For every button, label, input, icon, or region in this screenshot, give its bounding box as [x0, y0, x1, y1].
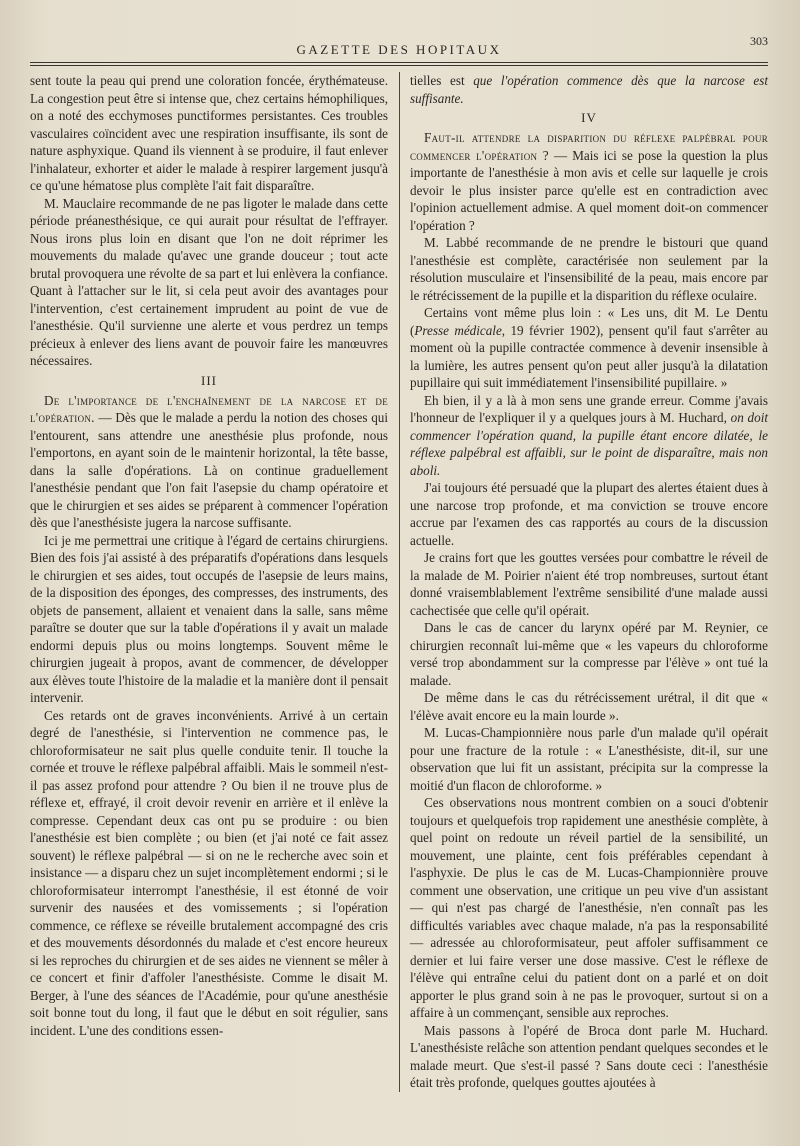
citation-title: Presse médicale: [414, 322, 502, 338]
paragraph-text: Certains vont même plus loin : « Les uns, dit M. Le Dentu (: [410, 305, 768, 338]
header-rule: [30, 62, 768, 66]
paragraph: M. Mauclaire recommande de ne pas ligoter le malade dans cette période préanesthésique, ce qui aurait pour résultat de l'effrayer. Nous irons plus loin en disant que l'on ne doit réprimer les mouvements du malade qu'avec une grande douceur ; tout acte brutal provoquera une révolte de sa part et lui enlèvera la confiance. Quant à l'attacher sur le lit, si cela peut avoir des avantages pour l'intervention, c'est certainement imprudent au point de vue de l'anesthésie. Qu'il survienne une alerte et vous perdrez un temps précieux à enlever des liens avant de pouvoir faire les manœuvres nécessaires.: [30, 195, 388, 368]
paragraph: J'ai toujours été persuadé que la plupart des alertes étaient dues à une narcose trop profonde, et ma conviction se trouve encore accrue par l'examen des cas rapportés au cours de la discussion actuelle.: [410, 480, 768, 548]
section-number: IV: [581, 110, 597, 125]
paragraph-text: — Mais ici se pose la question la plus importante de l'anesthésie à mon avis et celle sur laquelle je crois devoir le plus insister parce qu'elle est en contradiction avec l'opinion actuellement admise. A quel moment doit-on commencer l'opération ?: [410, 147, 768, 233]
paragraph-text: tielles est: [410, 73, 474, 88]
paragraph: M. Labbé recommande de ne prendre le bistouri que quand l'anesthésie est complète, caractérisée non seulement par la résolution musculaire et l'insensibilité de la peau, mais encore par le rétrécissement de la pupille et la disparition du réflexe oculaire.: [410, 235, 768, 303]
paragraph: Ces observations nous montrent combien on a souci d'obtenir toujours et quelquefois trop rapidement une anesthésie complète, à quel point on redoute un réveil partiel de la sensibilité, un mouvement, une plainte, cent fois préférables cependant à l'asphyxie. De plus le cas de M. Lucas-Championnière prouve comment une observation, une critique un peu vive d'un assistant — qui n'est pas chargé de l'anesthésie, n'en connaît pas les difficultés variables avec chaque malade, n'a pas la responsabilité — adressée au chloroformisateur, peut affoler suffisamment ce dernier et lui faire verser une dose massive. C'est le réflexe de l'élève qui entraîne celui du patient dont on a parlé et on doit apporter le plus grand soin à ne pas le provoquer, surtout si on a affaire à un commençant, sensible aux reproches.: [410, 795, 768, 1020]
paragraph: Dans le cas de cancer du larynx opéré par M. Reynier, ce chirurgien reconnaît lui-même que « les vapeurs du chloroforme versé trop abondamment sur la compresse par l'élève » ont tué la malade.: [410, 620, 768, 688]
page-header: [30, 30, 768, 60]
paragraph: M. Lucas-Championnière nous parle d'un malade qu'il opérait pour une fracture de la rotule : « L'anesthésiste, dit-il, sur une observation que lui fit un assistant, précipita sur la compresse la moitié d'un flacon de chloroforme. »: [410, 725, 768, 793]
paragraph: [410, 304, 768, 392]
paragraph: [30, 392, 388, 532]
paragraph: Ces retards ont de graves inconvénients. Arrivé à un certain degré de l'anesthésie, si l'intervention ne commence pas, le chloroformisateur ne sait plus quelle conduite tenir. Il touche la cornée et trouve le réflexe palpébral affaibli. Mais le sommeil n'est-il pas assez profond pour attendre ? Ou bien il ne trouve plus de réflexe et, effrayé, il croit devoir revenir en arrière et il enlève la compresse. Cependant deux cas ont pu se produire : ou bien l'anesthésie est bien complète ; ou bien (et j'ai noté ce fait assez souvent) le réflexe palpébral — si on ne le recherche avec soin et insistance — a disparu chez un sujet incomplètement endormi ; si le chloroformisateur interrompt l'anesthésie, il est étonné de voir survenir des nausées et des vomissements ; si l'opération commence, ce réflexe se réveille brutalement accompagné des cris et des mouvements désordonnés du malade et c'est encore heureux si les reproches du chirurgien et de ses aides ne viennent se mêler à ce concert et finir d'affoler l'anesthésiste. Comme le disait M. Berger, à l'une des séances de l'Académie, pour qu'une anesthésie soit bonne tout du long, il faut que le début en soit régulier, sans incident. L'une des conditions essen-: [30, 707, 388, 1038]
right-column: [410, 72, 768, 1092]
emphasis-text: que l'opération commence dès que la narcose est suffisante.: [410, 73, 768, 106]
section-number: III: [201, 372, 217, 388]
paragraph: [410, 129, 768, 234]
emphasis-text: on doit commencer l'opération quand, la pupille étant encore dilatée, le réflexe palpébral est affaibli, sur le point de disparaître, mais non aboli.: [410, 410, 768, 478]
section-heading: De l'importance de l'enchaînement de la narcose et de l'opération.: [30, 392, 388, 425]
paragraph-text: — Dès que le malade a perdu la notion des choses qui l'entourent, sans attendre une anesthésie plus profonde, nous l'emportons, en ayant soin de le maintenir horizontal, la tête basse, dans la salle d'opérations. Là on continue graduellement l'anesthésie pendant que l'on fait l'asepsie du champ opératoire et que le chirurgien et ses aides se préparent à commencer l'opération dès que l'anesthésiste jugera la narcose suffisante.: [30, 410, 388, 530]
running-title: GAZETTE DES HOPITAUX: [296, 42, 502, 57]
paragraph: [410, 72, 768, 107]
paragraph-text: Eh bien, il y a là à mon sens une grande erreur. Comme j'avais l'honneur de l'expliquer il y a quelques jours à M. Huchard,: [410, 392, 768, 425]
paragraph: [410, 392, 768, 480]
paragraph: De même dans le cas du rétrécissement urétral, il dit que « l'élève avait encore eu la main lourde ».: [410, 690, 768, 723]
page-number: 303: [750, 34, 768, 48]
paragraph: Je crains fort que les gouttes versées pour combattre le réveil de la malade de M. Poirier n'aient été trop nombreuses, surtout étant donné vraisemblablement l'extrême sensibilité d'une malade aussi cachectisée que celle qu'il opérait.: [410, 550, 768, 618]
paragraph-text: , 19 février 1902), pensent qu'il faut s'arrêter au moment où la pupille contractée commence à devenir insensible à la lumière, les autres pensent qu'on peut aller jusqu'à la dilatation pupillaire qui suit immédiatement l'insensibilité pupillaire. »: [410, 322, 768, 390]
paragraph: Ici je me permettrai une critique à l'égard de certains chirurgiens. Bien des fois j'ai assisté à des préparatifs d'opérations dans lesquels le chirurgien et ses aides, tout occupés de l'asepsie de leurs mains, de la disposition des éponges, des compresses, des instruments, des objets de pansement, allaient et venaient dans la salle, sans même paraître se douter que sur la table d'opérations il y avait un malade endormi depuis plus ou moins longtemps. Souvent même le chirurgien jugeait à propos, avant de commencer, de développer aux élèves toute l'histoire de la maladie et la manière dont il pensait intervenir.: [30, 532, 388, 705]
column-divider: [399, 72, 400, 1092]
two-column-body: [30, 72, 768, 1092]
paragraph: Mais passons à l'opéré de Broca dont parle M. Huchard. L'anesthésiste relâche son attention pendant quelques secondes et le malade meurt. Que s'est-il passé ? Sans doute ceci : l'anesthésie était très profonde, quelques gouttes ajoutées à: [410, 1022, 768, 1090]
paragraph: sent toute la peau qui prend une coloration foncée, érythémateuse. La congestion peut être si intense que, chez certains hémophiliques, on a noté des ecchymoses punctiformes persistantes. Ces troubles vasculaires coïncident avec une respiration insuffisante, ils sont de nature asphyxique. Quand ils viennent à se produire, il faut enlever l'inhalateur, exhorter et aider le malade à respirer largement jusqu'à ce qu'une hématose plus complète l'ait fait disparaître.: [30, 73, 388, 193]
section-heading: Faut-il attendre la disparition du réflexe palpébral pour commencer l'opération ?: [410, 130, 768, 163]
left-column: [30, 72, 388, 1092]
